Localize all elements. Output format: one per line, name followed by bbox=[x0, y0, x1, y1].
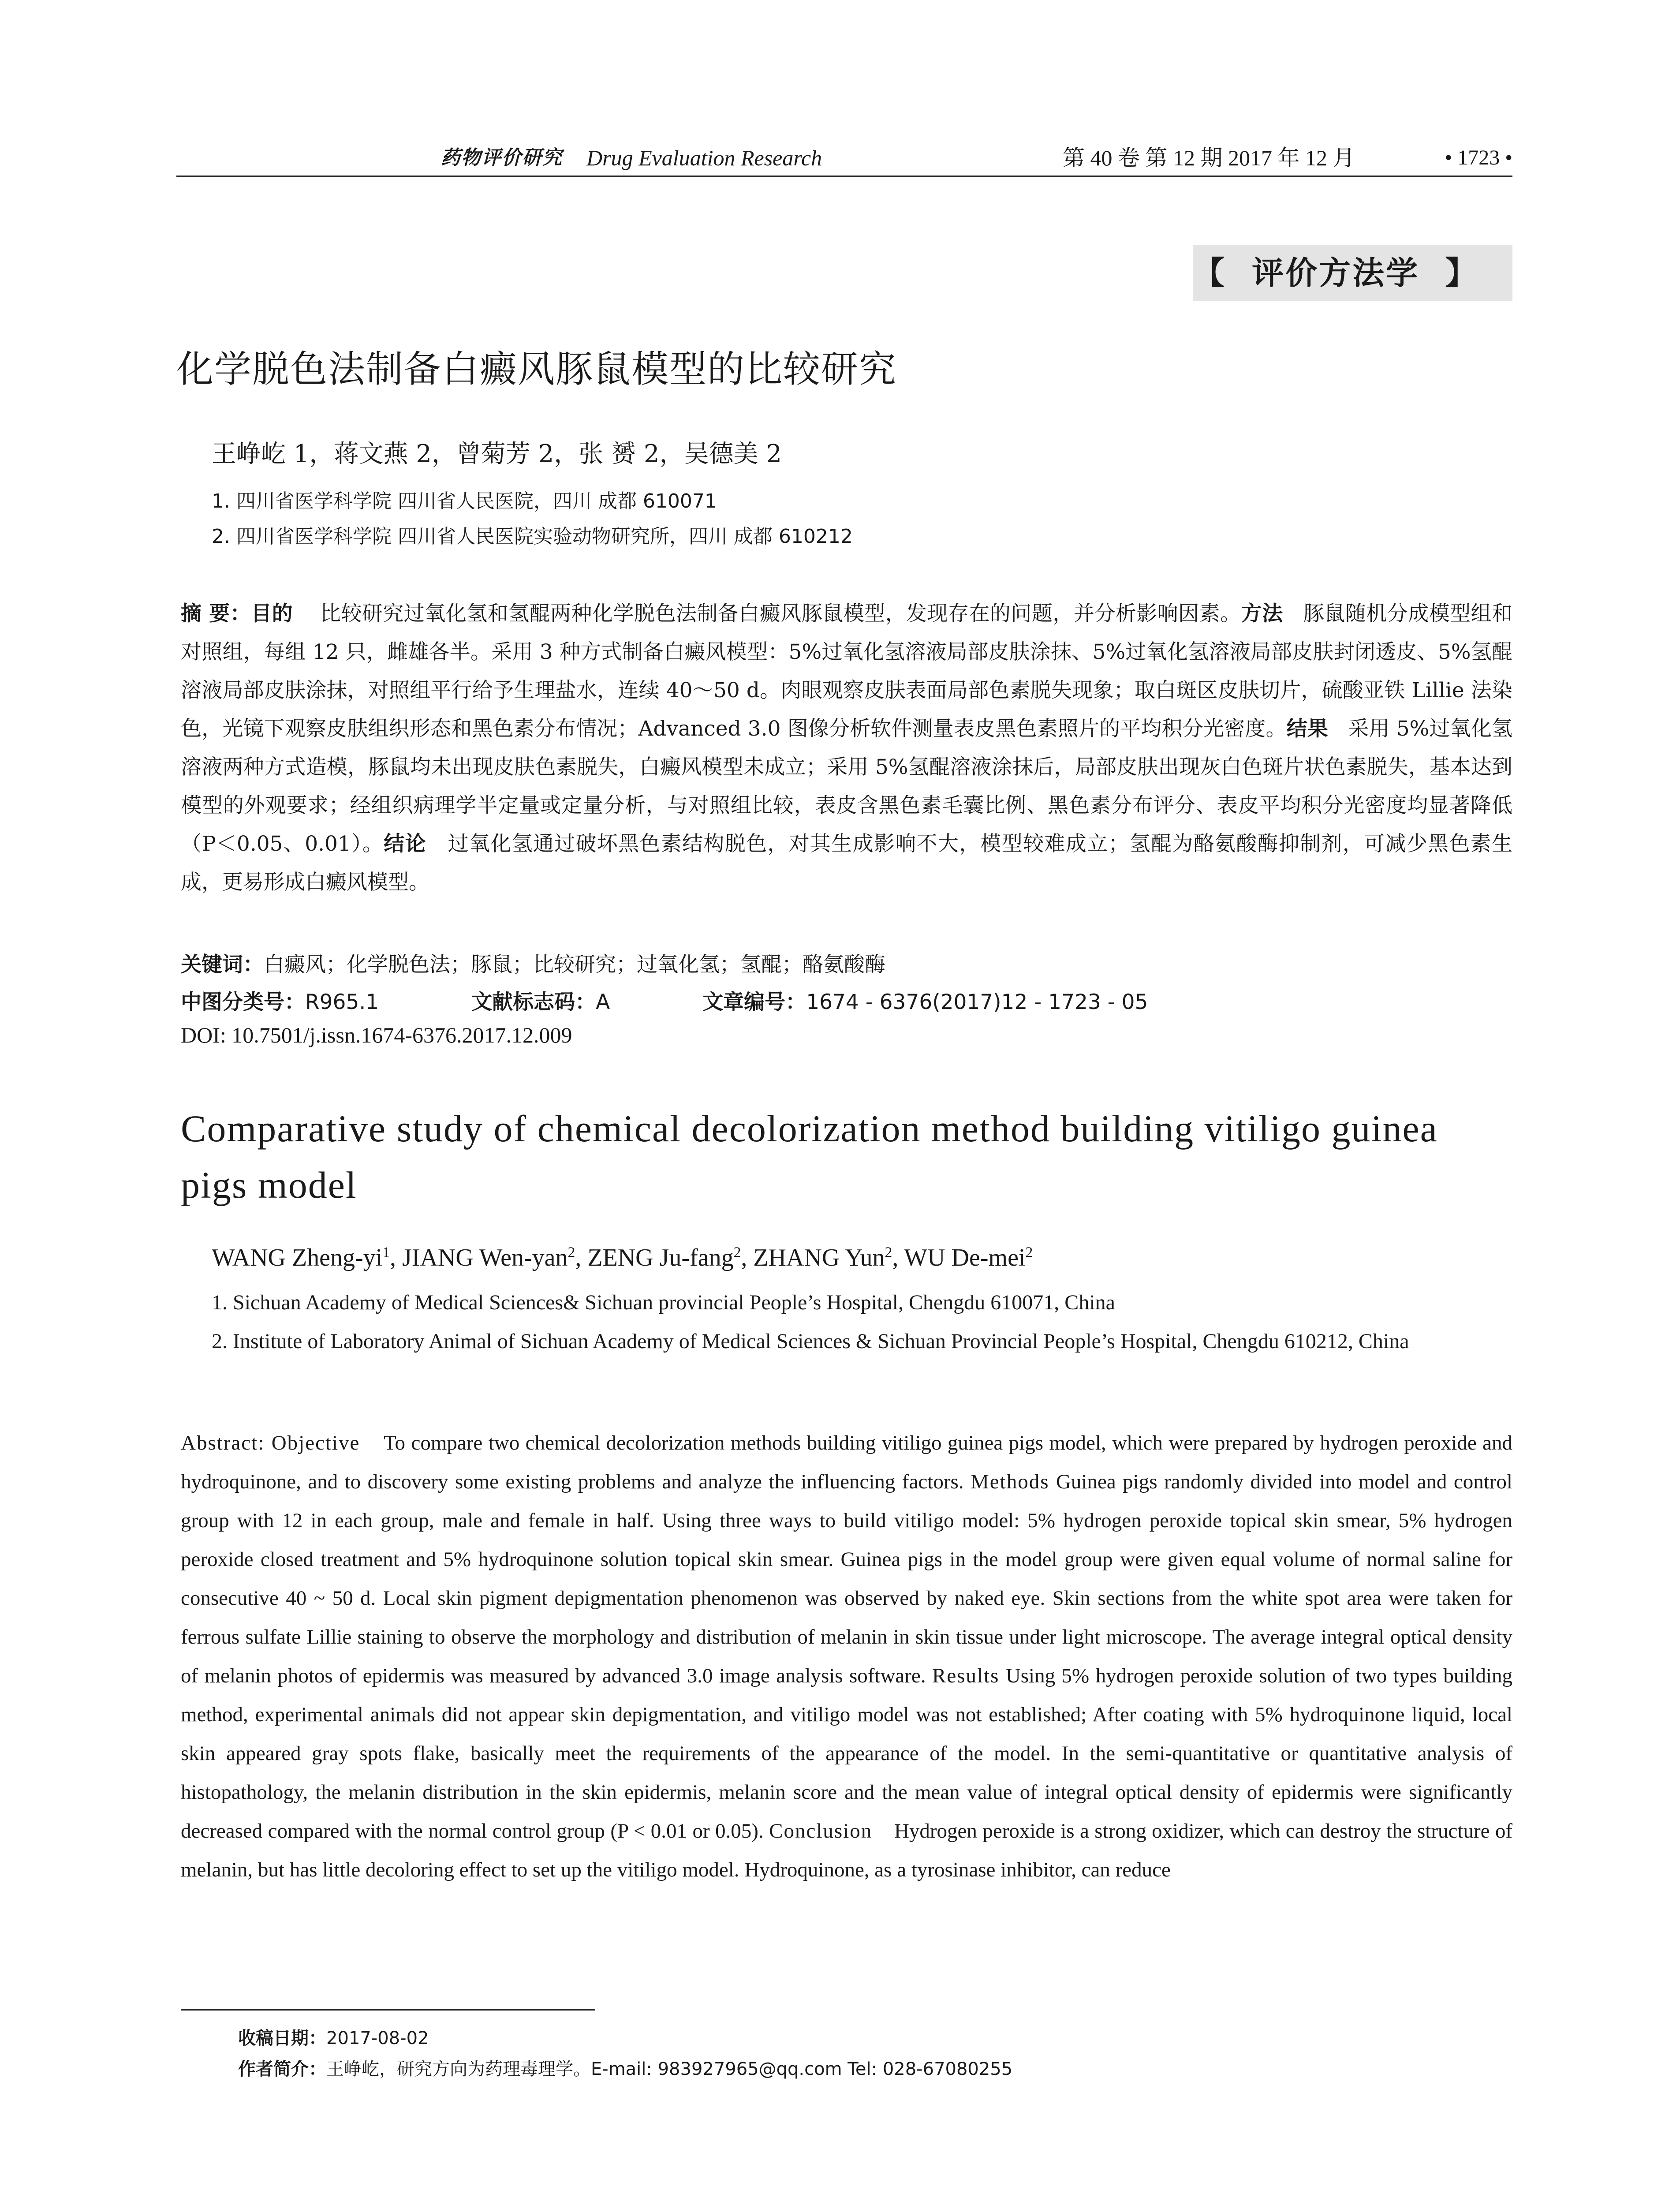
keywords-text-cn: 白癜风；化学脱色法；豚鼠；比较研究；过氧化氢；氢醌；酪氨酸酶 bbox=[264, 953, 885, 977]
authors-cn: 王峥屹 1，蒋文燕 2，曾菊芳 2，张 赟 2，吴德美 2 bbox=[212, 440, 782, 468]
received-value: 2017-08-02 bbox=[326, 2028, 429, 2048]
title-cn: 化学脱色法制备白癜风豚鼠模型的比较研究 bbox=[176, 348, 897, 391]
author-bio-label: 作者简介： bbox=[238, 2059, 326, 2079]
article-number-value: 1674 - 6376(2017)12 - 1723 - 05 bbox=[806, 990, 1148, 1014]
conclusion-cn: 过氧化氢通过破坏黑色素结构脱色，对其生成影响不大，模型较难成立；氢醌为酪氨酸酶抑制剂，可减少黑色素生成，更易形成白癜风模型。 bbox=[181, 832, 1512, 894]
results-en: Using 5% hydrogen peroxide solution of two types building method, experimental animals did not appear skin depigmentation, and vitiligo model was not established; After coating with 5% hydroquinone liquid, local skin appeared gray spots flake, basically meet the requirements of the appearance of the model. In the semi-quantitative or quantitative analysis of histopathology, the melanin distribution in the skin epidermis, melanin score and the mean value of integral optical density of epidermis were significantly decreased compared with the normal control group (P < 0.01 or 0.05). bbox=[181, 1664, 1513, 1842]
doc-code-value: A bbox=[596, 990, 610, 1014]
received-date bbox=[238, 2024, 429, 2049]
doi: DOI: 10.7501/j.issn.1674-6376.2017.12.009 bbox=[181, 1023, 572, 1047]
authors-en: WANG Zheng-$yi^1$, JIANG Wen-yan$^2$, ZENG Ju-fang$^2$, ZHANG Yun$^2$, WU De-mei$^2$ bbox=[212, 1244, 1033, 1271]
issue-info: 第 40 卷 第 12 期 2017 年 12 月 bbox=[1063, 146, 1355, 170]
footnote-rule bbox=[181, 2009, 595, 2011]
abstract-en bbox=[181, 1424, 1512, 1889]
conclusion-label-en: Conclusion bbox=[769, 1820, 873, 1842]
article-number-label: 文章编号： bbox=[702, 990, 806, 1014]
abstract-label-cn: 摘 要： bbox=[181, 602, 251, 626]
clc-label: 中图分类号： bbox=[181, 990, 305, 1014]
affiliation-en-2: 2. Institute of Laboratory Animal of Sichuan Academy of Medical Sciences & Sichuan Provincial People’s Hospital, Chengdu 610212, China bbox=[212, 1330, 1409, 1353]
title-en: Comparative study of chemical decolorization method building vitiligo guinea pigs model bbox=[181, 1107, 1438, 1206]
affiliation-cn-2: 2. 四川省医学科学院 四川省人民医院实验动物研究所，四川 成都 610212 bbox=[212, 525, 853, 548]
author-bio-value: 王峥屹，研究方向为药理毒理学。E-mail: 983927965@qq.com Tel: 028-67080255 bbox=[326, 2059, 1013, 2079]
author-bio bbox=[238, 2055, 1012, 2080]
doc-code-label: 文献标志码： bbox=[471, 990, 596, 1014]
results-label-en: Results bbox=[932, 1664, 1000, 1687]
results-cn: 采用 5%过氧化氢溶液两种方式造模，豚鼠均未出现皮肤色素脱失，白癜风模型未成立；采用 5%氢醌溶液涂抹后，局部皮肤出现灰白色斑片状色素脱失，基本达到模型的外观要求；经组织病理学半定量或定量分析，与对照组比较，表皮含黑色素毛囊比例、黑色素分布评分、表皮平均积分光密度均显著降低（P＜0.05、0.01）。 bbox=[181, 717, 1512, 856]
abstract-cn bbox=[181, 594, 1512, 901]
page-number: • 1723 • bbox=[1445, 146, 1512, 169]
methods-en: Guinea pigs randomly divided into model and control group with 12 in each group, male and female in half. Using three ways to build vitiligo model: 5% hydrogen peroxide topical skin smear, 5% hydrogen peroxide closed treatment and 5% hydroquinone solution topical skin smear. Guinea pigs in the model group were given equal volume of normal saline for consecutive 40 ~ 50 d. Local skin pigment depigmentation phenomenon was observed by naked eye. Skin sections from the white spot area were taken for ferrous sulfate Lillie staining to observe the morphology and distribution of melanin in skin tissue under light microscope. The average integral optical density of melanin photos of epidermis was measured by advanced 3.0 image analysis software. bbox=[181, 1470, 1512, 1687]
methods-cn: 豚鼠随机分成模型组和对照组，每组 12 只，雌雄各半。采用 3 种方式制备白癜风模型：5%过氧化氢溶液局部皮肤涂抹、5%过氧化氢溶液局部皮肤封闭透皮、5%氢醌溶液局部皮肤涂抹，对照组平行给予生理盐水，连续 40～50 d。肉眼观察皮肤表面局部色素脱失现象；取白斑区皮肤切片，硫酸亚铁 Lillie 法染色，光镜下观察皮肤组织形态和黑色素分布情况；Advanced 3.0 图像分析软件测量表皮黑色素照片的平均积分光密度。 bbox=[181, 602, 1513, 741]
clc-value: R965.1 bbox=[305, 990, 379, 1014]
conclusion-label-cn: 结论 bbox=[384, 832, 426, 856]
running-header bbox=[176, 140, 1512, 177]
abstract-label-en: Abstract: Objective bbox=[181, 1431, 360, 1454]
affiliation-cn-1: 1. 四川省医学科学院 四川省人民医院，四川 成都 610071 bbox=[212, 490, 717, 512]
results-label-cn: 结果 bbox=[1286, 717, 1328, 741]
objective-cn: 比较研究过氧化氢和氢醌两种化学脱色法制备白癜风豚鼠模型，发现存在的问题，并分析影响因素。 bbox=[320, 602, 1241, 626]
keywords-label-cn: 关键词： bbox=[181, 953, 264, 977]
objective-en: To compare two chemical decolorization methods building vitiligo guinea pigs model, which were prepared by hydrogen peroxide and hydroquinone, and to discovery some existing problems and analyze the influencing factors. bbox=[181, 1431, 1512, 1493]
conclusion-en: Hydrogen peroxide is a strong oxidizer, which can destroy the structure of melanin, but has little decoloring effect to set up the vitiligo model. Hydroquinone, as a tyrosinase inhibitor, can reduce bbox=[181, 1820, 1513, 1881]
received-label: 收稿日期： bbox=[238, 2028, 326, 2048]
classification-line bbox=[181, 986, 1504, 1015]
journal-name-cn: 药物评价研究 bbox=[441, 146, 563, 169]
affiliation-en-1: 1. Sichuan Academy of Medical Sciences& Sichuan provincial People’s Hospital, Chengdu 610071, China bbox=[212, 1291, 1115, 1314]
objective-label-cn: 目的 bbox=[251, 602, 293, 626]
journal-name-en: Drug Evaluation Research bbox=[586, 146, 822, 170]
methods-label-en: Methods bbox=[970, 1470, 1049, 1493]
keywords-cn bbox=[181, 948, 885, 978]
category-banner: 【 评价方法学 】 bbox=[1193, 245, 1512, 301]
methods-label-cn: 方法 bbox=[1241, 602, 1283, 626]
